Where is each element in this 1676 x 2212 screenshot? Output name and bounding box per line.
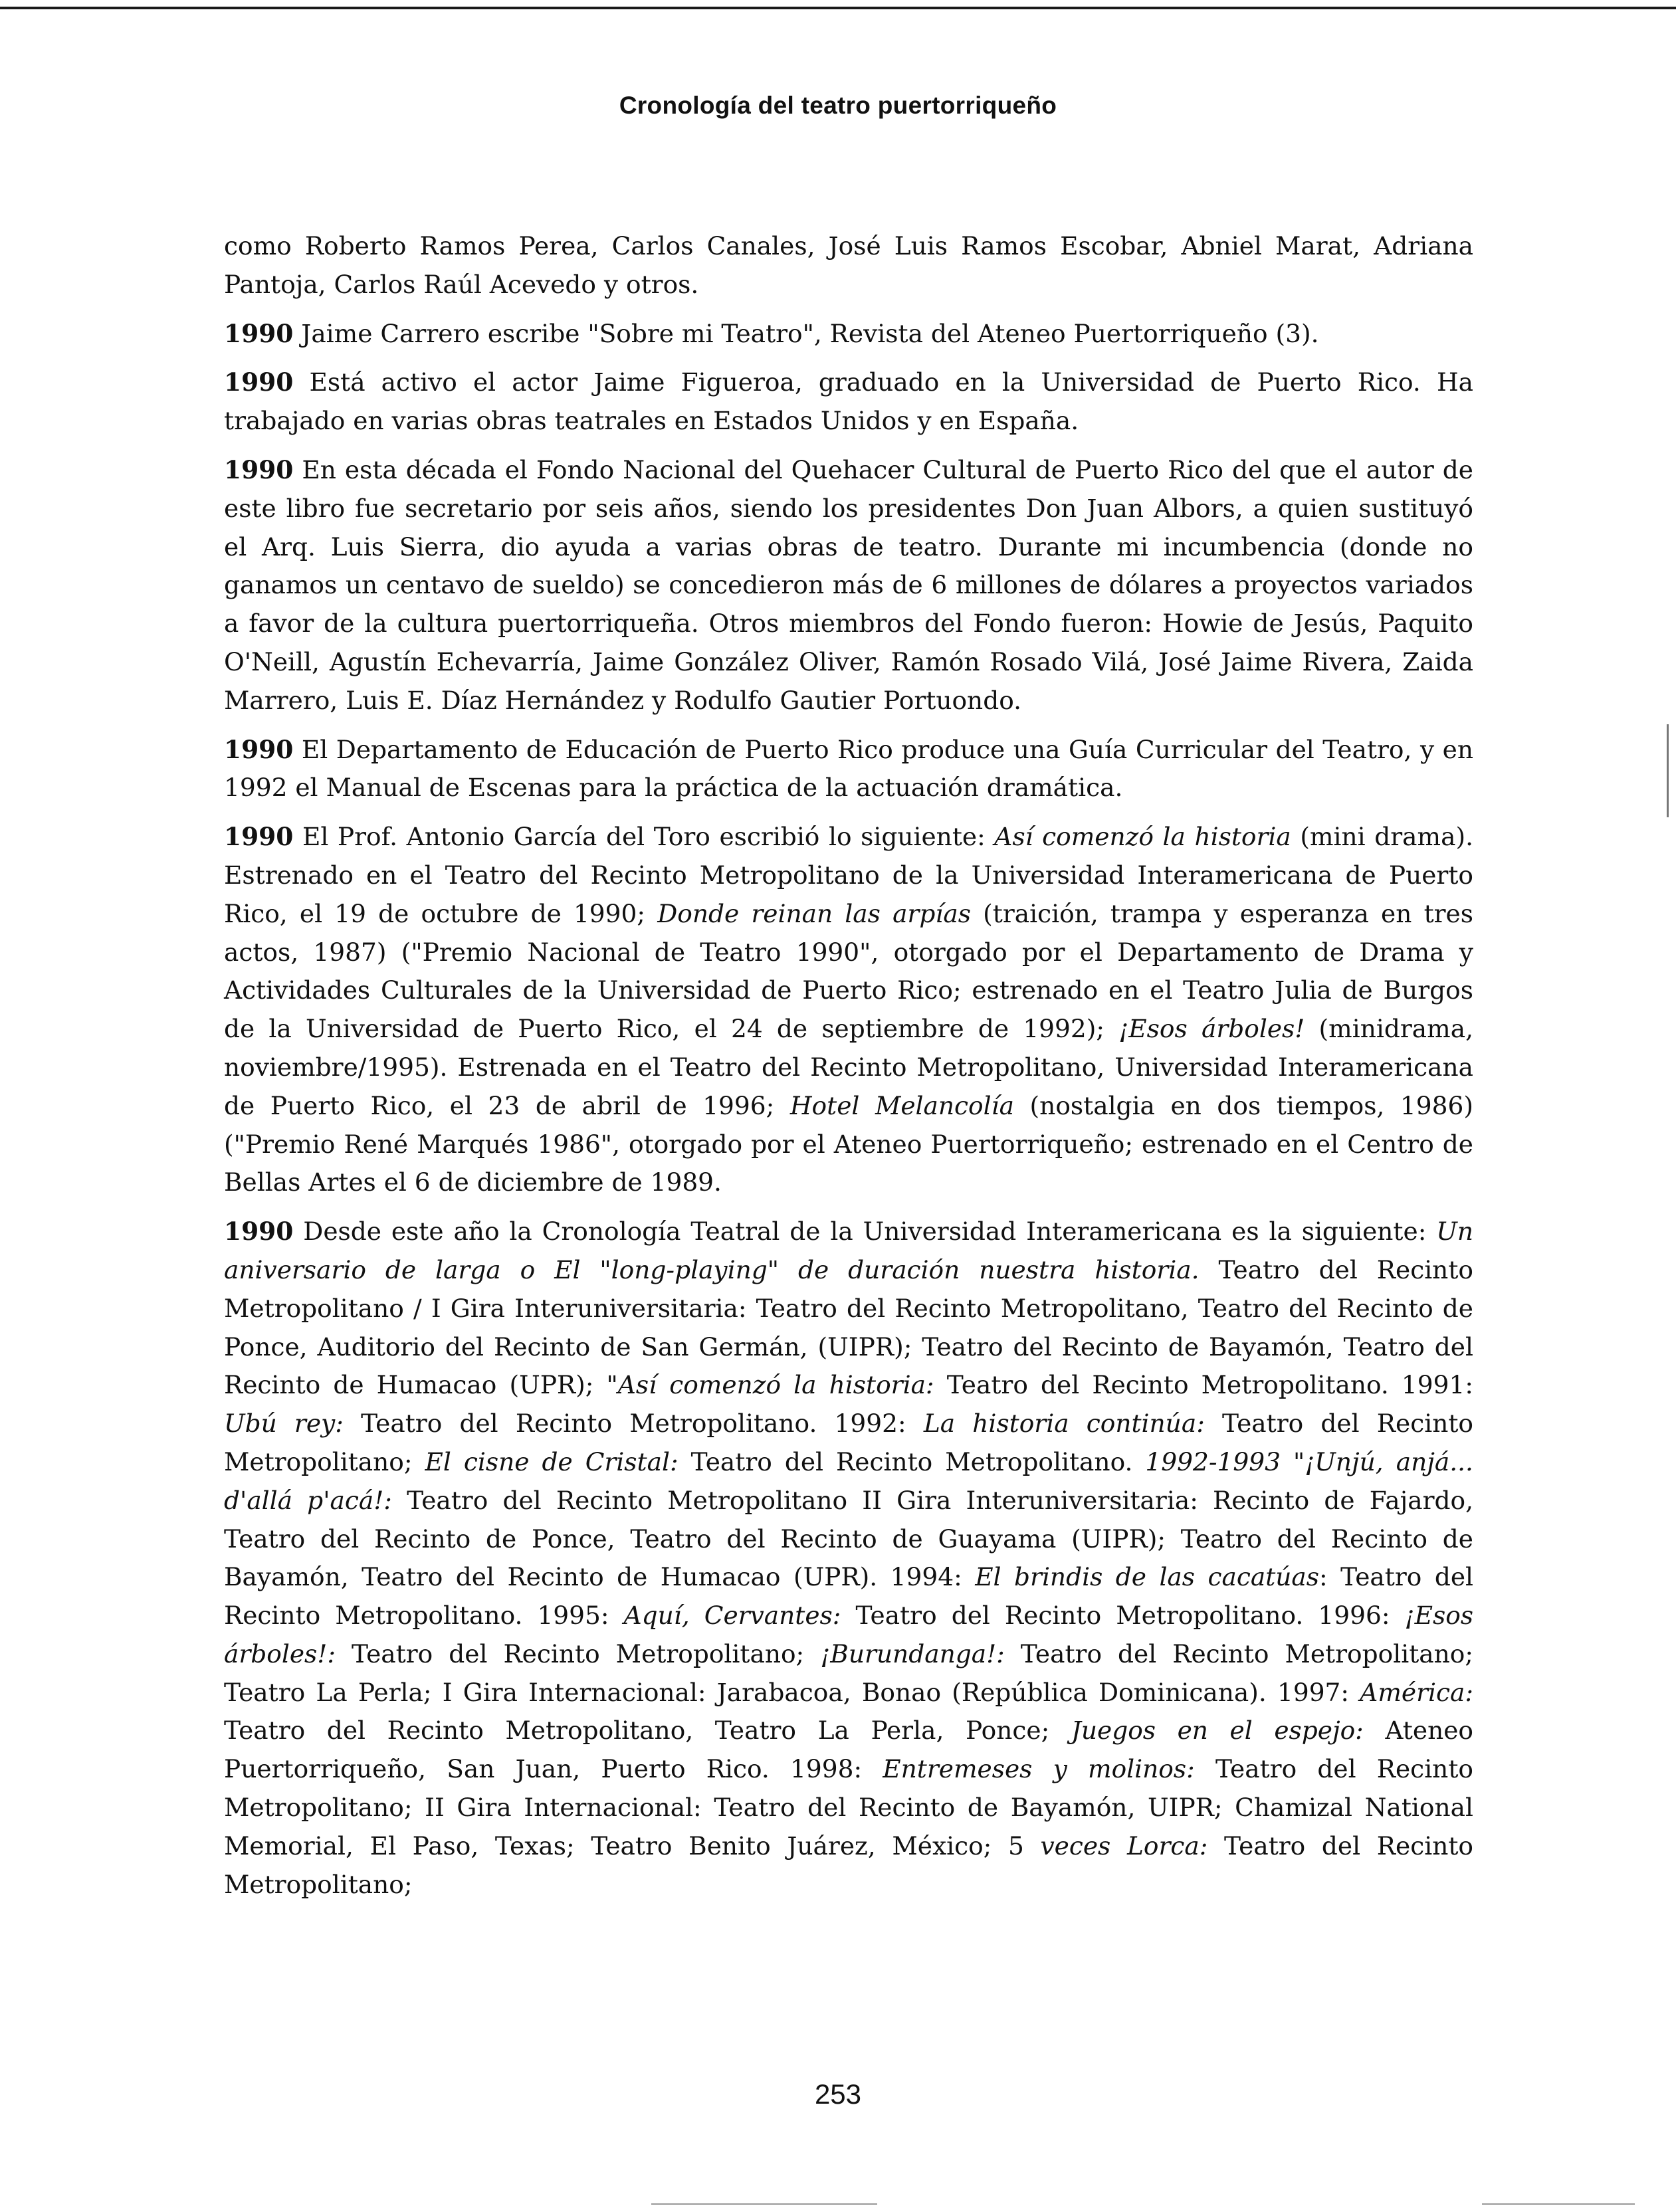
entry-text: Teatro del Recinto Metropolitano. 1991:	[934, 1370, 1473, 1400]
scan-bottom-mark	[651, 2203, 877, 2205]
work-title: ¡Esos árboles!	[1118, 1014, 1305, 1044]
entry-text: Está activo el actor Jaime Figueroa, graduado en la Universidad de Puerto Rico. Ha trabajado en varias obras teatrales en Estados Unidos y en España.	[224, 367, 1473, 436]
entry-text: (mini drama). Estrenado en el Teatro del Recinto Metropolitano de la Universidad Interamericana de Puerto Rico, el 19 de octubre de 1990;	[224, 822, 1473, 928]
work-title: El cisne de Cristal:	[425, 1447, 679, 1476]
work-title: Así comenzó la historia	[994, 822, 1291, 852]
work-title: América:	[1360, 1677, 1473, 1707]
work-title: Ubú rey:	[224, 1409, 344, 1439]
page-number: 253	[814, 2078, 862, 2110]
entry-year: 1990	[224, 822, 294, 852]
work-title: veces Lorca:	[1040, 1831, 1208, 1860]
entry-year: 1990	[224, 454, 294, 484]
entry-year: 1990	[224, 318, 294, 348]
scan-edge-mark	[1667, 724, 1669, 817]
entry-text: Desde este año la Cronología Teatral de la Universidad Interamericana es la siguiente:	[293, 1217, 1437, 1247]
entry-text: El Prof. Antonio García del Toro escribió lo siguiente:	[293, 822, 995, 852]
entry-text: Teatro del Recinto Metropolitano; II Gira Internacional: Teatro del Recinto de Bayamón, UIPR; Chamizal National Memorial, El Paso, Texas; Teatro Benito Juárez, México; 5	[224, 1754, 1473, 1860]
work-title: El brindis de las cacatúas	[975, 1562, 1320, 1592]
entry-year: 1990	[224, 367, 294, 397]
entry-text: Teatro del Recinto Metropolitano / I Gira Interuniversitaria: Teatro del Recinto Metropolitano, Teatro del Recinto de Ponce, Auditorio del Recinto de San Germán, (UIPR); Teatro del Recinto de Bayamón, Teatro del Recinto de Humacao (UPR); "	[224, 1255, 1473, 1400]
work-title: ¡Burundanga!:	[820, 1639, 1005, 1668]
entry-text: El Departamento de Educación de Puerto Rico produce una Guía Curricular del Teatro, y en 1992 el Manual de Escenas para la práctica de la actuación dramática.	[224, 734, 1473, 803]
entry-text: Teatro del Recinto Metropolitano.	[678, 1447, 1146, 1476]
chronology-entry	[224, 315, 1473, 353]
work-title: La historia continúa:	[923, 1409, 1205, 1439]
entry-text: Jaime Carrero escribe "Sobre mi Teatro", Revista del Ateneo Puertorriqueño (3).	[293, 318, 1319, 348]
entry-text: (nostalgia en dos tiempos, 1986) ("Premio René Marqués 1986", otorgado por el Ateneo Puertorriqueño; estrenado en el Centro de Bellas Artes el 6 de diciembre de 1989.	[224, 1090, 1473, 1197]
entry-year: 1990	[224, 1217, 294, 1247]
work-title: Entremeses y molinos:	[883, 1754, 1195, 1784]
entry-text: Teatro del Recinto Metropolitano;	[336, 1639, 821, 1668]
entry-text: Teatro del Recinto Metropolitano, Teatro La Perla, Ponce;	[224, 1716, 1071, 1746]
entry-text: Ateneo Puertorriqueño, San Juan, Puerto Rico. 1998:	[224, 1716, 1473, 1784]
top-scan-rule	[0, 7, 1676, 9]
chronology-entry	[224, 731, 1473, 808]
entry-text: (minidrama, noviembre/1995). Estrenada en el Teatro del Recinto Metropolitano, Universidad Interamericana de Puerto Rico, el 23 de abril de 1996;	[224, 1014, 1473, 1120]
work-title: Hotel Melancolía	[789, 1090, 1014, 1120]
entry-text: (traición, trampa y esperanza en tres actos, 1987) ("Premio Nacional de Teatro 1990", otorgado por el Departamento de Drama y Actividades Culturales de la Universidad de Puerto Rico; estrenado en el Teatro Julia de Burgos de la Universidad de Puerto Rico, el 24 de septiembre de 1992);	[224, 898, 1473, 1044]
work-title: Así comenzó la historia:	[617, 1370, 934, 1400]
chronology-entry	[224, 363, 1473, 441]
work-title: Aquí, Cervantes:	[623, 1601, 841, 1631]
entry-text: : Teatro del Recinto Metropolitano. 1995:	[224, 1562, 1474, 1631]
entry-text: Teatro del Recinto Metropolitano II Gira Interuniversitaria: Recinto de Fajardo, Teatro del Recinto de Ponce, Teatro del Recinto de Guayama (UIPR); Teatro del Recinto de Bayamón, Teatro del Recinto de Humacao (UPR). 1994:	[224, 1485, 1473, 1592]
entry-text: Teatro del Recinto Metropolitano;	[224, 1831, 1473, 1899]
chronology-entry	[224, 227, 1473, 304]
chronology-entry	[224, 818, 1473, 1202]
work-title: Donde reinan las arpías	[657, 898, 971, 928]
running-head-title: Cronología del teatro puertorriqueño	[619, 92, 1057, 119]
chronology-body	[224, 227, 1473, 1914]
chronology-entry	[224, 451, 1473, 720]
entry-text: Teatro del Recinto Metropolitano. 1996:	[841, 1601, 1405, 1631]
chronology-entry	[224, 1213, 1473, 1904]
work-title: ¡Esos árboles!:	[224, 1601, 1474, 1668]
entry-year: 1990	[224, 734, 294, 764]
entry-text: En esta década el Fondo Nacional del Quehacer Cultural de Puerto Rico del que el autor de este libro fue secretario por seis años, siendo los presidentes Don Juan Albors, a quien sustituyó el Arq. Luis Sierra, dio ayuda a varias obras de teatro. Durante mi incumbencia (donde no ganamos un centavo de sueldo) se concedieron más de 6 millones de dólares a proyectos variados a favor de la cultura puertorriqueña. Otros miembros del Fondo fueron: Howie de Jesús, Paquito O'Neill, Agustín Echevarría, Jaime González Oliver, Ramón Rosado Vilá, José Jaime Rivera, Zaida Marrero, Luis E. Díaz Hernández y Rodulfo Gautier Portuondo.	[224, 454, 1473, 715]
work-title: Juegos en el espejo:	[1071, 1716, 1364, 1746]
scan-bottom-mark	[1482, 2203, 1635, 2205]
entry-text: Teatro del Recinto Metropolitano; Teatro La Perla; I Gira Internacional: Jarabacoa, Bonao (República Dominicana). 1997:	[224, 1639, 1473, 1707]
entry-text: como Roberto Ramos Perea, Carlos Canales, José Luis Ramos Escobar, Abniel Marat, Adriana Pantoja, Carlos Raúl Acevedo y otros.	[224, 231, 1473, 299]
work-title: 1992-1993 "¡Unjú, anjá... d'allá p'acá!:	[224, 1447, 1473, 1515]
work-title: Un aniversario de larga o El "long-playing" de duración nuestra historia.	[224, 1217, 1473, 1284]
entry-text: Teatro del Recinto Metropolitano;	[224, 1409, 1473, 1476]
entry-text: Teatro del Recinto Metropolitano. 1992:	[343, 1409, 924, 1439]
